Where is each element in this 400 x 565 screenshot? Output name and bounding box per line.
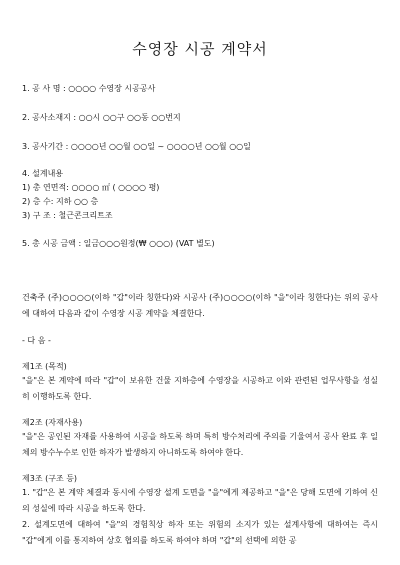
item-design-heading: 4. 설계내용 [22,169,64,178]
article-1-body: "을"은 본 계약에 따라 "갑"이 보유한 건물 지하층에 수영장을 시공하고 이와 관련된 업무사항을 성실히 이행하도록 한다. [22,376,378,401]
item-project-location: 2. 공사소재지 : ○○시 ○○구 ○○동 ○○번지 [22,113,181,122]
item-floors: 2) 층 수: 지하 ○○ 층 [22,197,99,206]
article-3-title: 제3조 (구조 등) [22,474,78,483]
item-total-area: 1) 총 연면적: ○○○○ ㎡ ( ○○○○ 평) [22,183,160,192]
article-3-paragraph-1: 1. "갑"은 본 계약 체결과 동시에 수영장 설계 도면을 "을"에게 제공하고 "을"은 당해 도면에 기하여 신의 성실에 따라 시공을 하도록 한다. [22,488,378,513]
intro-paragraph: 건축주 (주)○○○○(이하 "갑"이라 칭한다)와 시공사 (주)○○○○(이하 "을"이라 칭한다)는 위의 공사에 대하여 다음과 같이 수영장 시공 계약을 체결한다. [22,293,378,318]
item-structure: 3) 구 조 : 철근콘크리트조 [22,211,113,220]
item-project-name: 1. 공 사 명 : ○○○○ 수영장 시공공사 [22,84,156,93]
article-2-body: "을"은 공인된 자재를 사용하여 시공을 하도록 하며 특히 방수처리에 주의를 기울여서 공사 완료 후 일체의 방수누수로 인한 하자가 발생하지 아니하도록 하여야 한다. [22,432,378,457]
article-2-title: 제2조 (자재사용) [22,418,83,427]
document-title: 수영장 시공 계약서 [132,40,268,58]
item-total-amount: 5. 총 시공 금액 : 일금○○○원정(₩ ○○○) (VAT 별도) [22,239,215,248]
article-1-title: 제1조 (목적) [22,362,67,371]
item-project-period: 3. 공사기간 : ○○○○년 ○○월 ○○일 ~ ○○○○년 ○○월 ○○일 [22,142,251,151]
separator-heading: - 다 음 - [22,336,51,345]
article-3-paragraph-2: 2. 설계도면에 대하여 "을"의 경험칙상 하자 또는 위험의 소지가 있는 설계사항에 대하여는 즉시 "갑"에게 이를 통지하여 상호 협의를 하도록 하여야 하며 "갑"의 선택에 의한 공 [22,520,378,545]
